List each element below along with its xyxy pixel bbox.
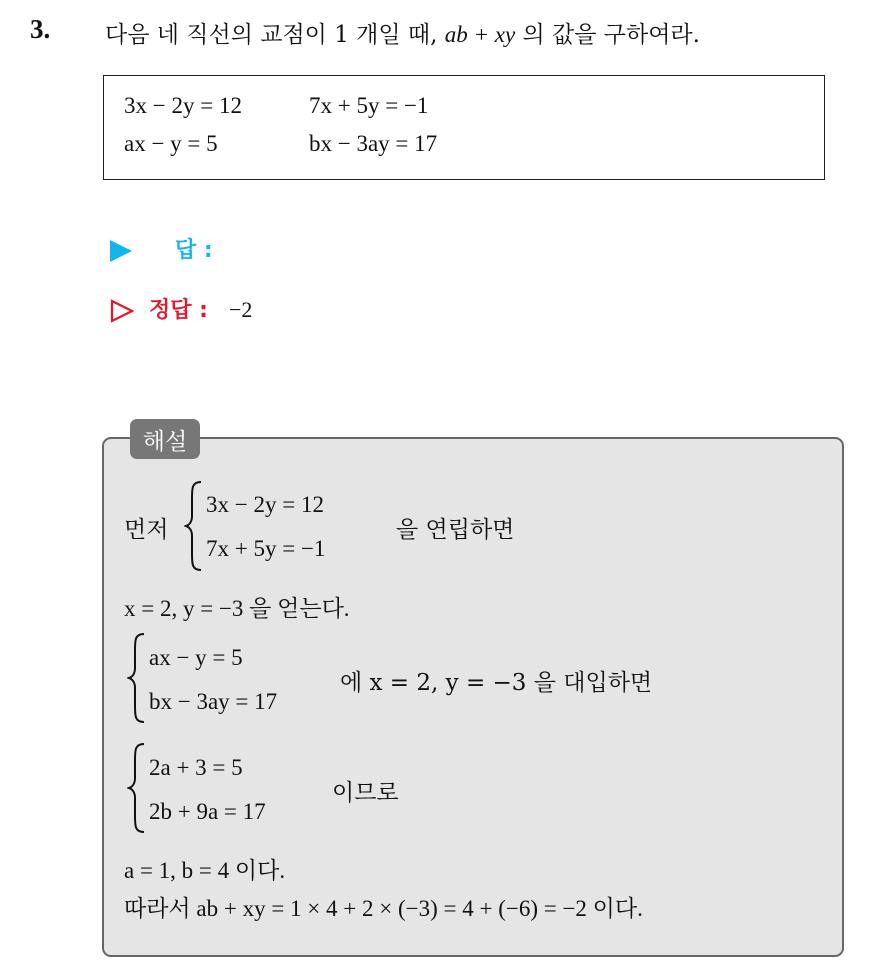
- solution-line2: x = 2, y = −3 을 얻는다.: [124, 596, 350, 621]
- solution-line3-suffix: 에 x = 2, y = −3 을 대입하면: [340, 670, 653, 696]
- correct-answer-row: [110, 293, 252, 324]
- question-text-after: 의 값을 구하여라.: [522, 22, 700, 48]
- correct-answer-value: −2: [228, 297, 253, 322]
- play-outline-icon: [110, 299, 134, 323]
- answer-label: 답 :: [175, 238, 213, 263]
- solution-line5: a = 1, b = 4 이다.: [124, 858, 286, 883]
- left-brace-icon: [127, 632, 147, 724]
- question-text-before: 다음 네 직선의 교점이 1 개일 때,: [105, 22, 438, 48]
- play-filled-icon: [110, 240, 132, 262]
- solution-line1-eq2: 7x + 5y = −1: [206, 536, 326, 561]
- left-brace-icon: [184, 480, 204, 572]
- solution-tag: 해설: [130, 419, 200, 459]
- solution-line4-suffix: 이므로: [332, 780, 399, 806]
- solution-line1-suffix: 을 연립하면: [396, 517, 515, 543]
- correct-answer-label: 정답 :: [149, 298, 208, 323]
- question-expr: ab + xy: [444, 22, 516, 47]
- equation-box: [103, 75, 825, 180]
- equation-3: ax − y = 5: [124, 131, 218, 156]
- solution-line6: 따라서 ab + xy = 1 × 4 + 2 × (−3) = 4 + (−6) = −2 이다.: [124, 896, 643, 921]
- solution-line1-prefix: 먼저: [124, 517, 169, 543]
- equation-1: 3x − 2y = 12: [124, 93, 242, 118]
- equation-4: bx − 3ay = 17: [309, 131, 438, 156]
- solution-line4-eq1: 2a + 3 = 5: [149, 755, 243, 780]
- question-text: [105, 16, 700, 49]
- equation-2: 7x + 5y = −1: [309, 93, 429, 118]
- solution-line3-eq2: bx − 3ay = 17: [149, 689, 278, 714]
- question-number: 3.: [30, 14, 51, 44]
- solution-line4-eq2: 2b + 9a = 17: [149, 799, 266, 824]
- answer-row: [110, 233, 213, 264]
- left-brace-icon: [127, 742, 147, 834]
- solution-line1-eq1: 3x − 2y = 12: [206, 492, 324, 517]
- solution-line3-eq1: ax − y = 5: [149, 645, 243, 670]
